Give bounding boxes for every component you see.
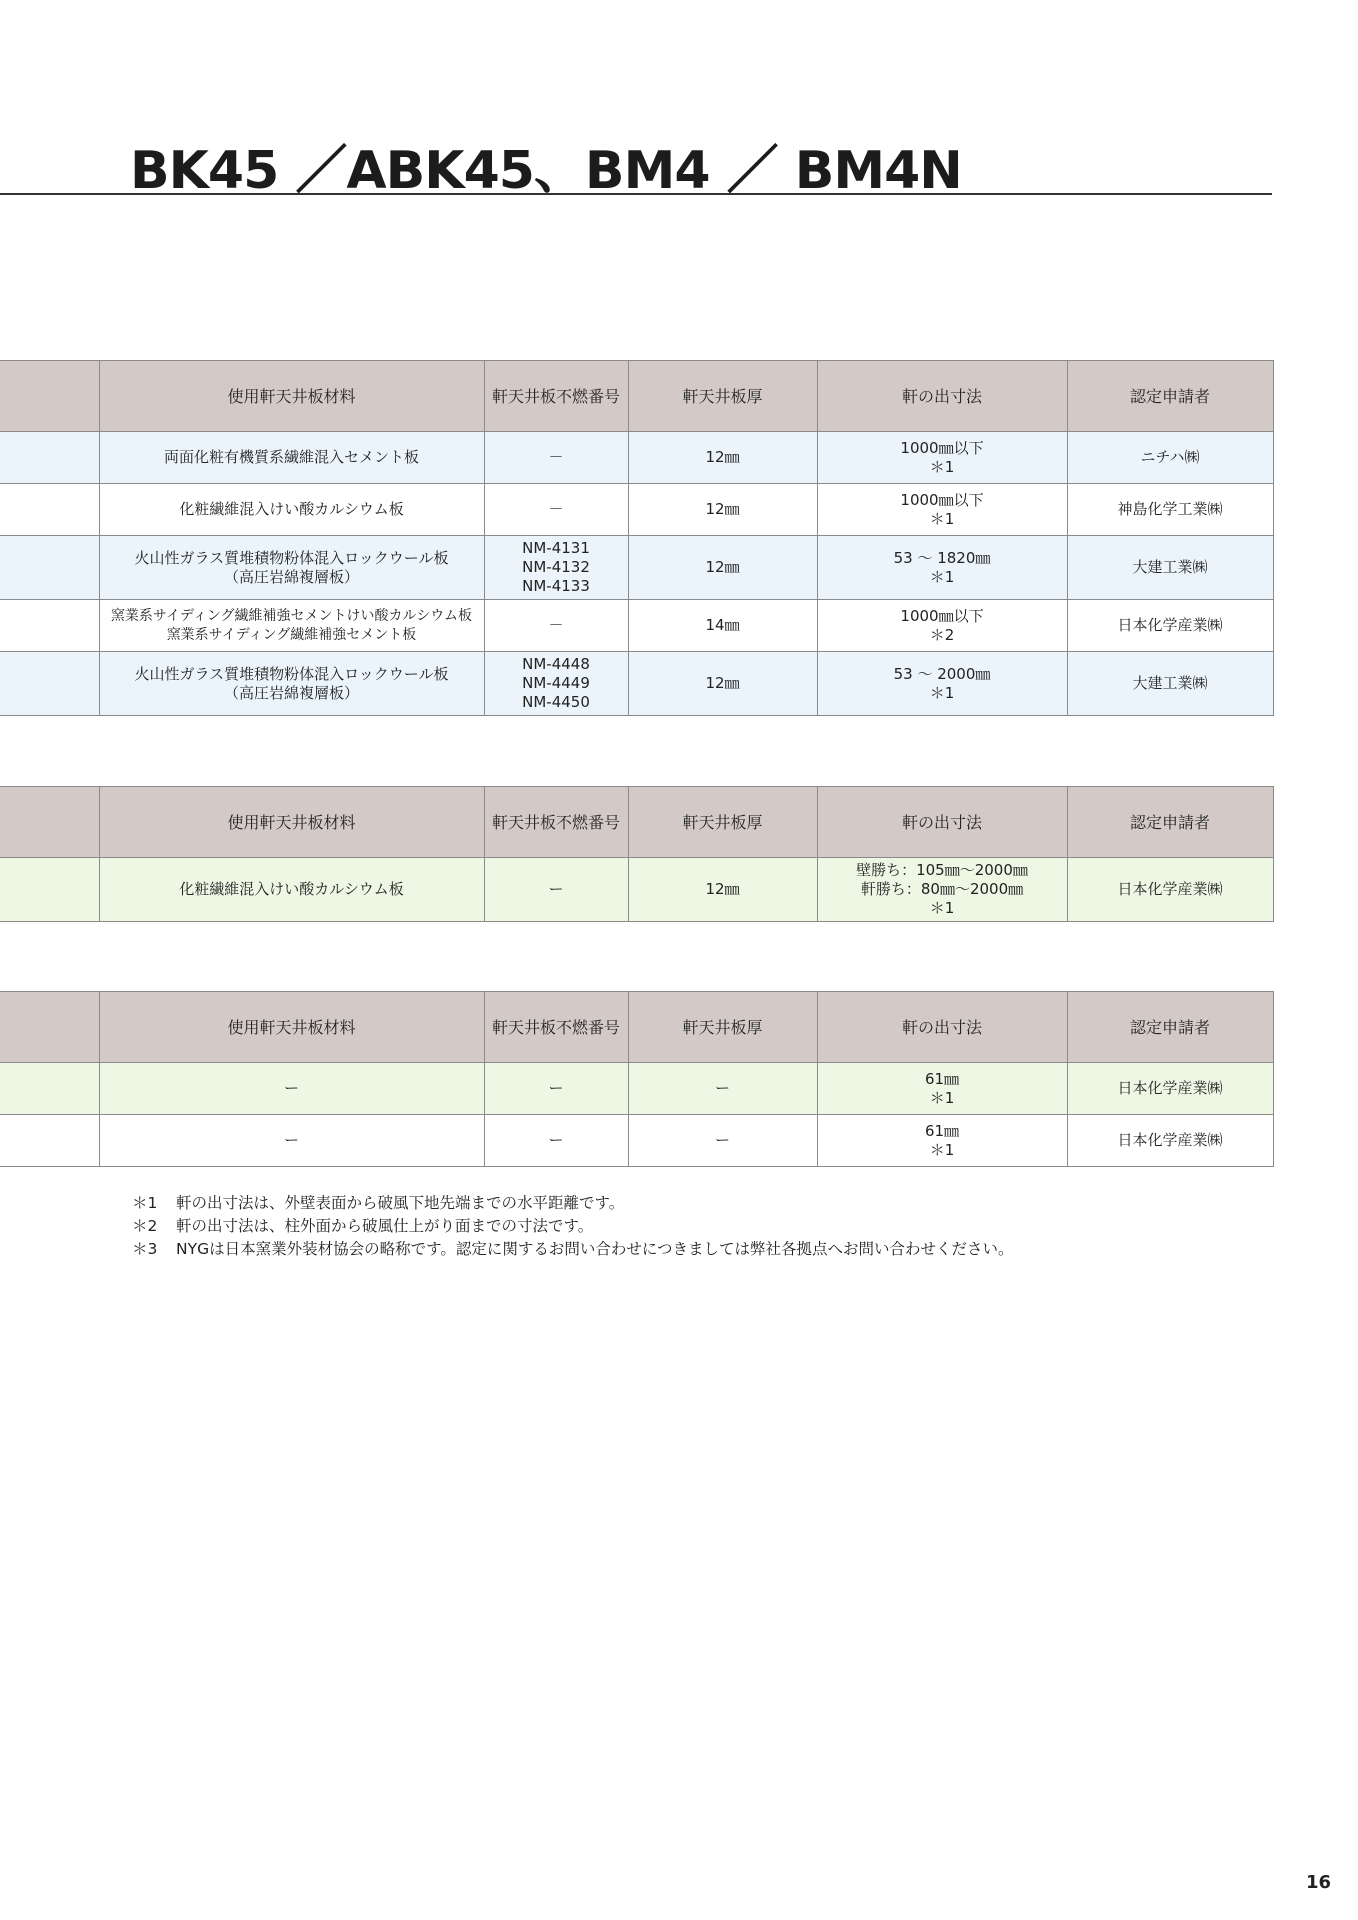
row-stub	[0, 484, 99, 536]
table-row	[0, 1063, 1273, 1115]
table-row	[0, 432, 1273, 484]
cell-material: ー	[99, 1115, 484, 1167]
footnote-2	[132, 1215, 1014, 1238]
cell-thickness: 12㎜	[628, 484, 817, 536]
footnote-text: NYGは日本窯業外装材協会の略称です。認定に関するお問い合わせにつきましては弊社各拠点へお問い合わせください。	[176, 1240, 1014, 1258]
cell-applicant: 日本化学産業㈱	[1067, 858, 1273, 922]
cell-thickness: 14㎜	[628, 600, 817, 652]
header-material: 使用軒天井板材料	[99, 992, 484, 1063]
spec-table-3	[0, 991, 1274, 1167]
cell-material: 化粧繊維混入けい酸カルシウム板	[99, 858, 484, 922]
header-applicant: 認定申請者	[1067, 992, 1273, 1063]
footnote-mark: ＊3	[132, 1240, 158, 1258]
cell-material: 火山性ガラス質堆積物粉体混入ロックウール板 （高圧岩綿複層板）	[99, 536, 484, 600]
header-material: 使用軒天井板材料	[99, 787, 484, 858]
cell-number: ー	[484, 858, 628, 922]
cell-number: ー	[484, 1115, 628, 1167]
cell-number: NM-4131 NM-4132 NM-4133	[484, 536, 628, 600]
footnote-mark: ＊1	[132, 1194, 158, 1212]
header-thickness: 軒天井板厚	[628, 992, 817, 1063]
cell-thickness: ー	[628, 1115, 817, 1167]
header-thickness: 軒天井板厚	[628, 361, 817, 432]
header-applicant: 認定申請者	[1067, 787, 1273, 858]
cell-material: 両面化粧有機質系繊維混入セメント板	[99, 432, 484, 484]
header-eave: 軒の出寸法	[817, 361, 1067, 432]
cell-eave: 61㎜ ＊1	[817, 1063, 1067, 1115]
footnote-mark: ＊2	[132, 1217, 158, 1235]
header-applicant: 認定申請者	[1067, 361, 1273, 432]
header-eave: 軒の出寸法	[817, 992, 1067, 1063]
title-divider	[0, 193, 1272, 195]
cell-eave: 53 ～ 2000㎜ ＊1	[817, 652, 1067, 716]
cell-material: 火山性ガラス質堆積物粉体混入ロックウール板 （高圧岩綿複層板）	[99, 652, 484, 716]
spec-table-1	[0, 360, 1274, 716]
spec-table-2	[0, 786, 1274, 922]
row-stub	[0, 1063, 99, 1115]
cell-number: －	[484, 484, 628, 536]
cell-number: NM-4448 NM-4449 NM-4450	[484, 652, 628, 716]
table-row	[0, 652, 1273, 716]
table-row	[0, 536, 1273, 600]
header-eave: 軒の出寸法	[817, 787, 1067, 858]
cell-eave: 1000㎜以下 ＊2	[817, 600, 1067, 652]
header-number: 軒天井板不燃番号	[484, 787, 628, 858]
table-row	[0, 600, 1273, 652]
footnote-text: 軒の出寸法は、柱外面から破風仕上がり面までの寸法です。	[176, 1217, 594, 1235]
cell-eave: 壁勝ち：105㎜～2000㎜ 軒勝ち：80㎜～2000㎜ ＊1	[817, 858, 1067, 922]
header-material: 使用軒天井板材料	[99, 361, 484, 432]
table-row	[0, 858, 1273, 922]
row-stub	[0, 432, 99, 484]
cell-applicant: 神島化学工業㈱	[1067, 484, 1273, 536]
footnotes	[132, 1192, 1014, 1261]
footnote-3	[132, 1238, 1014, 1261]
cell-number: －	[484, 432, 628, 484]
header-stub	[0, 787, 99, 858]
cell-eave: 1000㎜以下 ＊1	[817, 484, 1067, 536]
cell-applicant: ニチハ㈱	[1067, 432, 1273, 484]
table-row	[0, 484, 1273, 536]
header-number: 軒天井板不燃番号	[484, 992, 628, 1063]
cell-material: ー	[99, 1063, 484, 1115]
footnote-text: 軒の出寸法は、外壁表面から破風下地先端までの水平距離です。	[176, 1194, 625, 1212]
cell-applicant: 大建工業㈱	[1067, 536, 1273, 600]
cell-number: －	[484, 600, 628, 652]
cell-thickness: 12㎜	[628, 432, 817, 484]
cell-eave: 53 ～ 1820㎜ ＊1	[817, 536, 1067, 600]
header-stub	[0, 361, 99, 432]
row-stub	[0, 536, 99, 600]
header-number: 軒天井板不燃番号	[484, 361, 628, 432]
page-title: BK45 ／ABK45、BM4 ／ BM4N	[130, 141, 962, 201]
page-number: 16	[1306, 1872, 1332, 1893]
cell-applicant: 大建工業㈱	[1067, 652, 1273, 716]
cell-applicant: 日本化学産業㈱	[1067, 1115, 1273, 1167]
cell-thickness: 12㎜	[628, 536, 817, 600]
table-header-row	[0, 361, 1273, 432]
row-stub	[0, 652, 99, 716]
cell-thickness: 12㎜	[628, 858, 817, 922]
cell-eave: 61㎜ ＊1	[817, 1115, 1067, 1167]
header-thickness: 軒天井板厚	[628, 787, 817, 858]
row-stub	[0, 600, 99, 652]
table-header-row	[0, 787, 1273, 858]
cell-material: 窯業系サイディング繊維補強セメントけい酸カルシウム板 窯業系サイディング繊維補強セメント板	[99, 600, 484, 652]
row-stub	[0, 1115, 99, 1167]
cell-applicant: 日本化学産業㈱	[1067, 600, 1273, 652]
footnote-1	[132, 1192, 1014, 1215]
cell-material: 化粧繊維混入けい酸カルシウム板	[99, 484, 484, 536]
table-row	[0, 1115, 1273, 1167]
row-stub	[0, 858, 99, 922]
cell-number: ー	[484, 1063, 628, 1115]
cell-applicant: 日本化学産業㈱	[1067, 1063, 1273, 1115]
cell-thickness: 12㎜	[628, 652, 817, 716]
cell-eave: 1000㎜以下 ＊1	[817, 432, 1067, 484]
header-stub	[0, 992, 99, 1063]
table-header-row	[0, 992, 1273, 1063]
cell-thickness: ー	[628, 1063, 817, 1115]
